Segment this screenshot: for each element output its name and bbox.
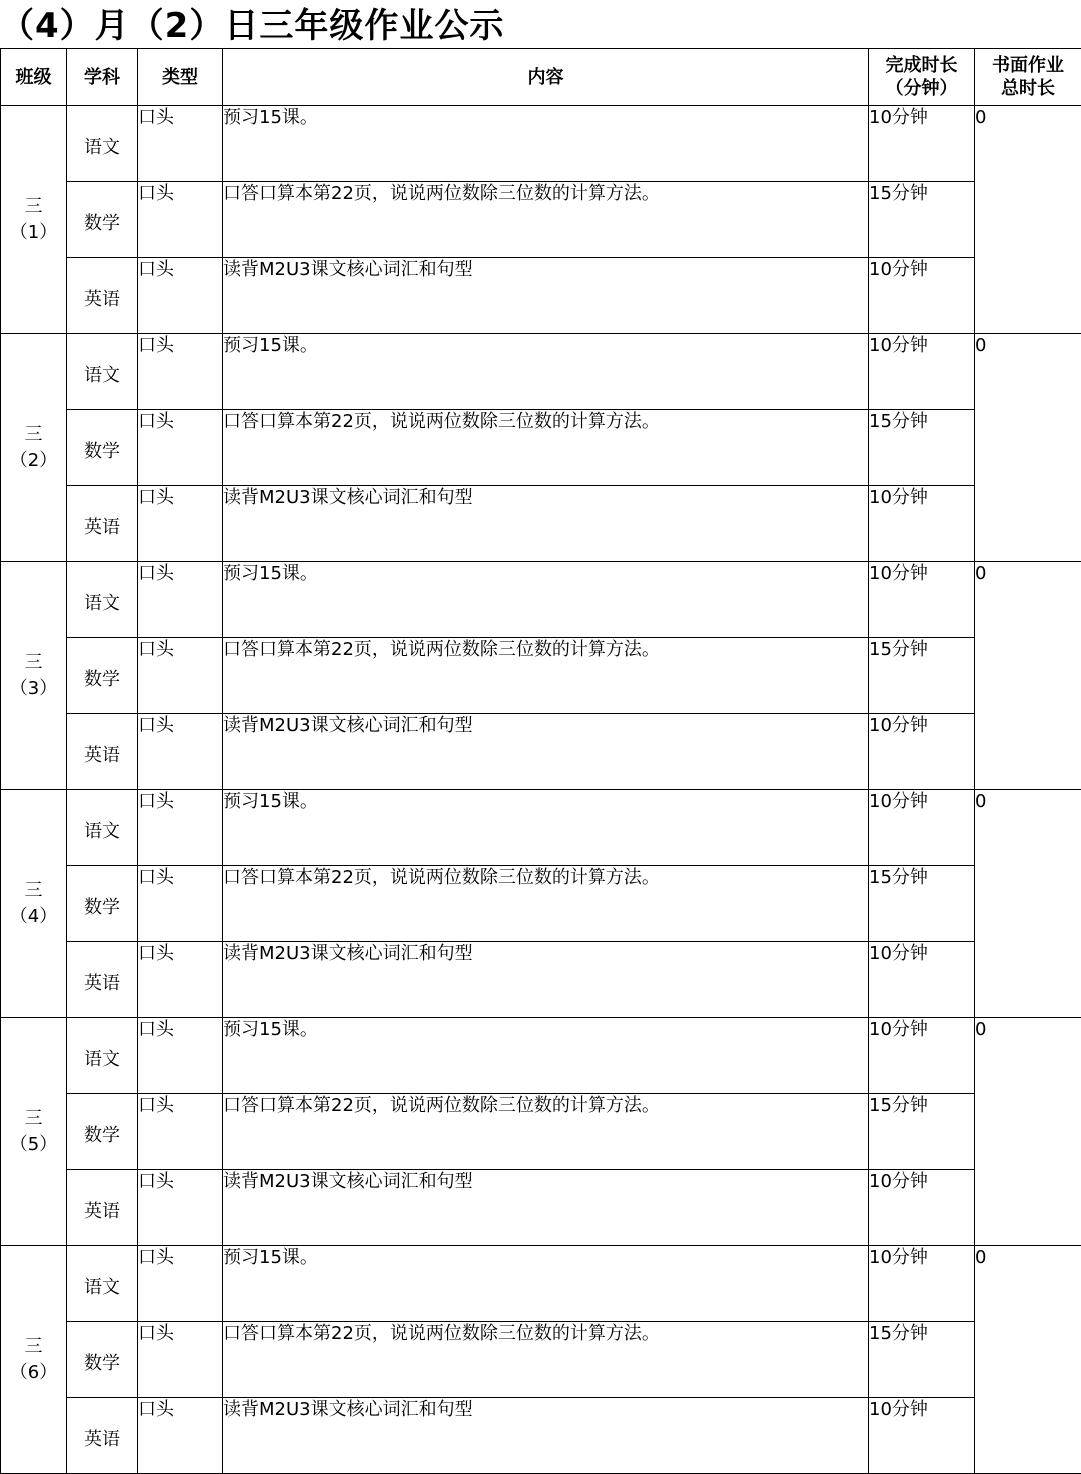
subject-label: 英语 (84, 1197, 120, 1223)
table-row (1, 1094, 1081, 1170)
page-title: （4）月（2）日三年级作业公示 (0, 0, 1081, 48)
duration-cell: 10分钟 (869, 714, 975, 790)
table-row (1, 638, 1081, 714)
table-row (1, 106, 1081, 182)
subject-cell (67, 1094, 138, 1170)
content-cell: 口答口算本第22页，说说两位数除三位数的计算方法。 (223, 1322, 869, 1398)
content-cell: 口答口算本第22页，说说两位数除三位数的计算方法。 (223, 638, 869, 714)
duration-cell: 15分钟 (869, 182, 975, 258)
type-cell: 口头 (138, 1246, 223, 1322)
duration-cell: 10分钟 (869, 1246, 975, 1322)
header-subject: 学科 (67, 49, 138, 106)
duration-cell: 15分钟 (869, 866, 975, 942)
duration-cell: 15分钟 (869, 1322, 975, 1398)
duration-cell: 10分钟 (869, 1170, 975, 1246)
header-row (1, 49, 1081, 106)
class-cell (1, 106, 67, 334)
header-duration (869, 49, 975, 106)
subject-cell (67, 258, 138, 334)
type-cell: 口头 (138, 1170, 223, 1246)
class-number: （2） (1, 448, 66, 474)
content-cell: 读背M2U3课文核心词汇和句型 (223, 1170, 869, 1246)
type-cell: 口头 (138, 486, 223, 562)
subject-label: 语文 (84, 817, 120, 843)
duration-cell: 15分钟 (869, 410, 975, 486)
class-number: （6） (1, 1360, 66, 1386)
class-number: （5） (1, 1132, 66, 1158)
content-cell: 口答口算本第22页，说说两位数除三位数的计算方法。 (223, 1094, 869, 1170)
subject-cell (67, 1322, 138, 1398)
content-cell: 读背M2U3课文核心词汇和句型 (223, 942, 869, 1018)
duration-cell: 10分钟 (869, 562, 975, 638)
subject-cell (67, 1018, 138, 1094)
table-row (1, 1018, 1081, 1094)
subject-cell (67, 1398, 138, 1474)
subject-cell (67, 182, 138, 258)
class-cell (1, 562, 67, 790)
written-total-cell: 0 (975, 790, 1081, 1018)
subject-label: 数学 (84, 209, 120, 235)
subject-cell (67, 562, 138, 638)
duration-cell: 10分钟 (869, 790, 975, 866)
content-cell: 读背M2U3课文核心词汇和句型 (223, 258, 869, 334)
class-grade: 三 (1, 1106, 66, 1132)
class-grade: 三 (1, 194, 66, 220)
class-grade: 三 (1, 650, 66, 676)
content-cell: 预习15课。 (223, 1246, 869, 1322)
table-row (1, 258, 1081, 334)
class-number: （4） (1, 904, 66, 930)
subject-cell (67, 410, 138, 486)
type-cell: 口头 (138, 638, 223, 714)
content-cell: 口答口算本第22页，说说两位数除三位数的计算方法。 (223, 182, 869, 258)
table-row (1, 334, 1081, 410)
type-cell: 口头 (138, 1018, 223, 1094)
content-cell: 口答口算本第22页，说说两位数除三位数的计算方法。 (223, 410, 869, 486)
homework-table (0, 48, 1081, 1474)
header-type: 类型 (138, 49, 223, 106)
type-cell: 口头 (138, 790, 223, 866)
written-total-cell: 0 (975, 562, 1081, 790)
header-content: 内容 (223, 49, 869, 106)
table-row (1, 1398, 1081, 1474)
class-cell (1, 1246, 67, 1474)
duration-cell: 10分钟 (869, 258, 975, 334)
subject-cell (67, 334, 138, 410)
content-cell: 预习15课。 (223, 562, 869, 638)
type-cell: 口头 (138, 106, 223, 182)
subject-label: 英语 (84, 285, 120, 311)
duration-cell: 10分钟 (869, 106, 975, 182)
duration-cell: 10分钟 (869, 1018, 975, 1094)
header-total-line2: 总时长 (975, 77, 1081, 100)
content-cell: 预习15课。 (223, 106, 869, 182)
table-row (1, 714, 1081, 790)
content-cell: 预习15课。 (223, 334, 869, 410)
written-total-cell: 0 (975, 1018, 1081, 1246)
subject-cell (67, 866, 138, 942)
table-row (1, 1246, 1081, 1322)
subject-cell (67, 638, 138, 714)
table-row (1, 182, 1081, 258)
type-cell: 口头 (138, 334, 223, 410)
content-cell: 预习15课。 (223, 1018, 869, 1094)
type-cell: 口头 (138, 866, 223, 942)
class-number: （1） (1, 220, 66, 246)
table-row (1, 486, 1081, 562)
duration-cell: 10分钟 (869, 1398, 975, 1474)
subject-cell (67, 1246, 138, 1322)
subject-label: 英语 (84, 513, 120, 539)
subject-cell (67, 1170, 138, 1246)
type-cell: 口头 (138, 258, 223, 334)
type-cell: 口头 (138, 714, 223, 790)
duration-cell: 15分钟 (869, 1094, 975, 1170)
subject-label: 数学 (84, 1349, 120, 1375)
subject-label: 语文 (84, 589, 120, 615)
subject-label: 数学 (84, 1121, 120, 1147)
header-class: 班级 (1, 49, 67, 106)
subject-label: 英语 (84, 1425, 120, 1451)
class-cell (1, 334, 67, 562)
duration-cell: 10分钟 (869, 486, 975, 562)
header-total (975, 49, 1081, 106)
subject-cell (67, 790, 138, 866)
type-cell: 口头 (138, 182, 223, 258)
subject-label: 语文 (84, 133, 120, 159)
type-cell: 口头 (138, 1398, 223, 1474)
class-number: （3） (1, 676, 66, 702)
subject-label: 英语 (84, 741, 120, 767)
type-cell: 口头 (138, 1322, 223, 1398)
subject-label: 数学 (84, 893, 120, 919)
table-row (1, 866, 1081, 942)
type-cell: 口头 (138, 410, 223, 486)
subject-label: 语文 (84, 361, 120, 387)
subject-cell (67, 106, 138, 182)
type-cell: 口头 (138, 942, 223, 1018)
duration-cell: 15分钟 (869, 638, 975, 714)
class-grade: 三 (1, 422, 66, 448)
table-row (1, 790, 1081, 866)
content-cell: 预习15课。 (223, 790, 869, 866)
type-cell: 口头 (138, 1094, 223, 1170)
table-row (1, 1322, 1081, 1398)
table-row (1, 942, 1081, 1018)
subject-cell (67, 942, 138, 1018)
subject-label: 数学 (84, 665, 120, 691)
written-total-cell: 0 (975, 334, 1081, 562)
table-body (1, 106, 1081, 1474)
content-cell: 口答口算本第22页，说说两位数除三位数的计算方法。 (223, 866, 869, 942)
table-row (1, 1170, 1081, 1246)
subject-cell (67, 486, 138, 562)
subject-cell (67, 714, 138, 790)
table-row (1, 562, 1081, 638)
table-row (1, 410, 1081, 486)
duration-cell: 10分钟 (869, 942, 975, 1018)
subject-label: 英语 (84, 969, 120, 995)
class-grade: 三 (1, 1334, 66, 1360)
class-grade: 三 (1, 878, 66, 904)
content-cell: 读背M2U3课文核心词汇和句型 (223, 486, 869, 562)
written-total-cell: 0 (975, 1246, 1081, 1474)
class-cell (1, 790, 67, 1018)
content-cell: 读背M2U3课文核心词汇和句型 (223, 714, 869, 790)
subject-label: 数学 (84, 437, 120, 463)
duration-cell: 10分钟 (869, 334, 975, 410)
content-cell: 读背M2U3课文核心词汇和句型 (223, 1398, 869, 1474)
subject-label: 语文 (84, 1273, 120, 1299)
subject-label: 语文 (84, 1045, 120, 1071)
written-total-cell: 0 (975, 106, 1081, 334)
class-cell (1, 1018, 67, 1246)
type-cell: 口头 (138, 562, 223, 638)
header-duration-line2: （分钟） (869, 77, 974, 100)
header-total-line1: 书面作业 (975, 54, 1081, 77)
header-duration-line1: 完成时长 (869, 54, 974, 77)
